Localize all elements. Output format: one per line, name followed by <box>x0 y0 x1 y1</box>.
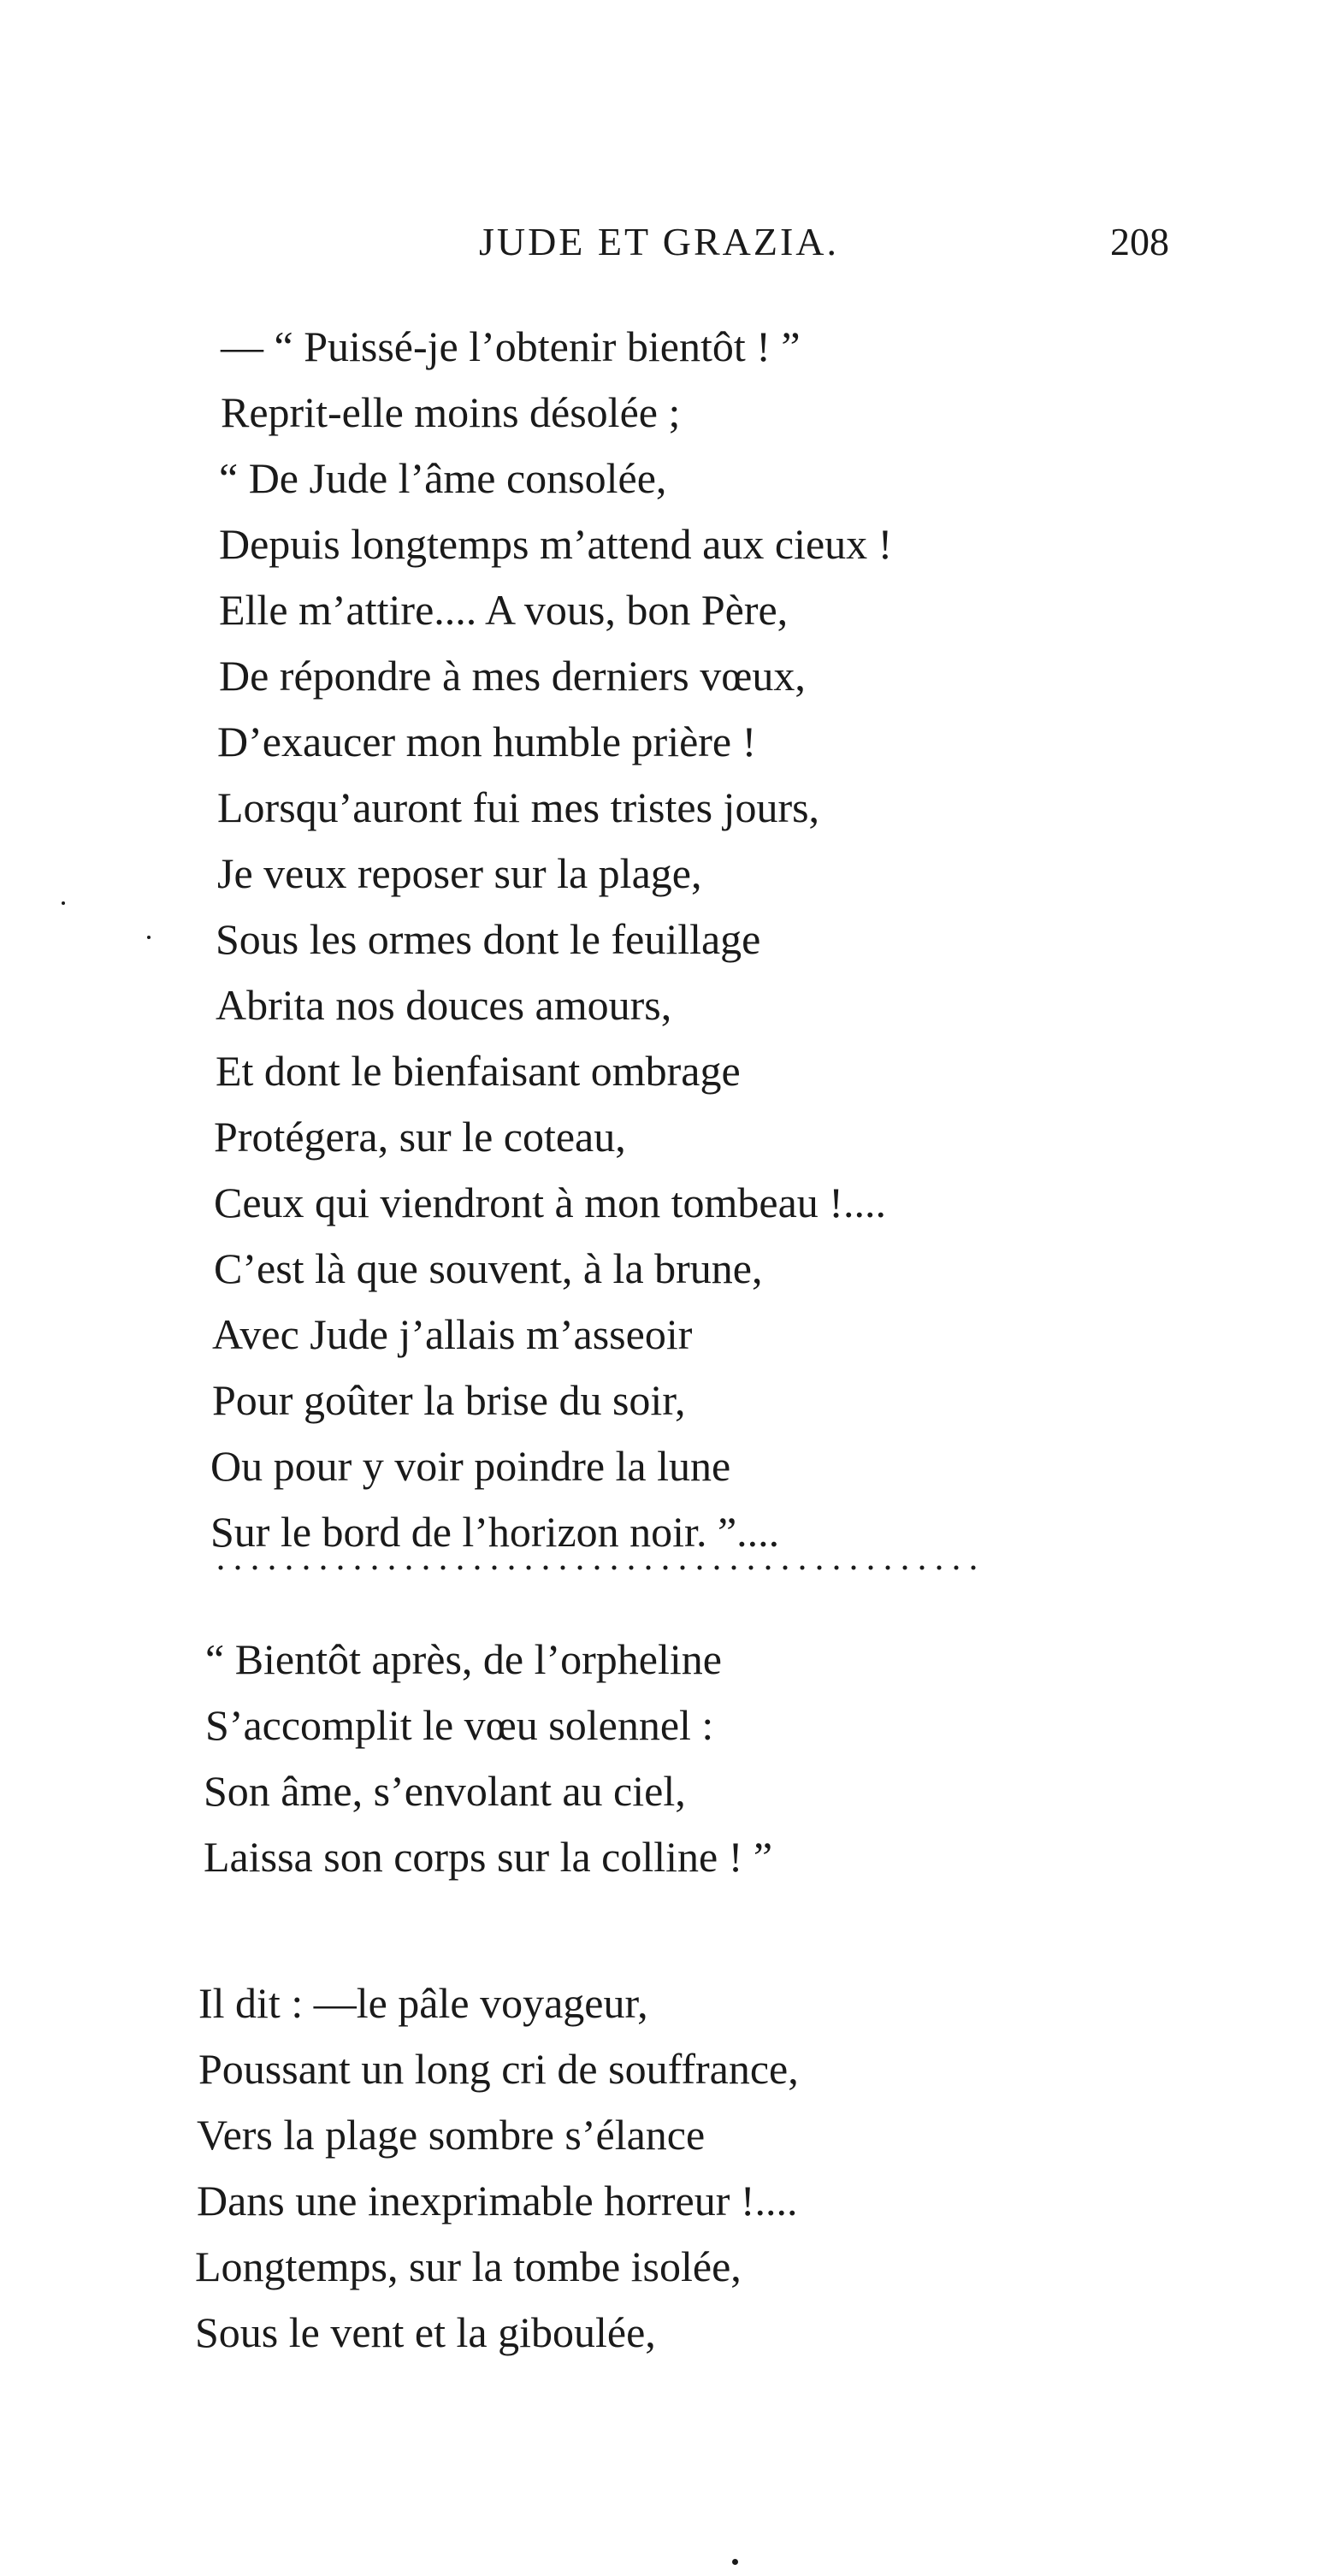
verse-line: Elle m’attire.... A vous, bon Père, <box>219 586 789 634</box>
verse-line: Ou pour y voir poindre la lune <box>210 1442 731 1490</box>
page-number: 208 <box>1110 220 1169 263</box>
verse-line: — “ Puissé-je l’obtenir bientôt ! ” <box>221 322 801 370</box>
verse-line: “ De Jude l’âme consolée, <box>219 454 667 502</box>
print-speck <box>147 936 151 939</box>
verse-line: Pour goûter la brise du soir, <box>212 1376 686 1424</box>
verse-line: Reprit-elle moins désolée ; <box>221 388 681 436</box>
verse-line: Avec Jude j’allais m’asseoir <box>212 1310 693 1358</box>
verse-line: Sur le bord de l’horizon noir. ”.... <box>210 1508 780 1556</box>
verse-line: De répondre à mes derniers vœux, <box>219 652 806 700</box>
running-title: JUDE ET GRAZIA. <box>478 220 840 263</box>
dotted-separator <box>212 1565 982 1570</box>
verse-line: Protégera, sur le coteau, <box>214 1113 626 1161</box>
verse-line: Vers la plage sombre s’élance <box>197 2111 706 2159</box>
print-speck <box>62 901 65 905</box>
print-speck <box>732 2559 738 2565</box>
verse-line: Dans une inexprimable horreur !.... <box>197 2177 798 2224</box>
verse-line: D’exaucer mon humble prière ! <box>217 718 757 765</box>
verse-line: Depuis longtemps m’attend aux cieux ! <box>219 520 893 568</box>
verse-line: Laissa son corps sur la colline ! ” <box>204 1833 773 1881</box>
verse-line: Et dont le bienfaisant ombrage <box>216 1047 741 1095</box>
verse-line: Abrita nos douces amours, <box>216 981 672 1029</box>
verse-line: Lorsqu’auront fui mes tristes jours, <box>217 783 820 831</box>
verse-line: Longtemps, sur la tombe isolée, <box>195 2242 742 2290</box>
verse-line: Poussant un long cri de souffrance, <box>198 2045 799 2093</box>
verse-line: Je veux reposer sur la plage, <box>217 849 702 897</box>
verse-line: Sous le vent et la giboulée, <box>195 2308 656 2356</box>
verse-line: Sous les ormes dont le feuillage <box>216 915 761 963</box>
verse-line: “ Bientôt après, de l’orpheline <box>205 1635 722 1683</box>
verse-line: S’accomplit le vœu solennel : <box>205 1701 714 1749</box>
verse-line: C’est là que souvent, à la brune, <box>214 1244 763 1292</box>
verse-line: Ceux qui viendront à mon tombeau !.... <box>214 1179 886 1226</box>
verse-line: Son âme, s’envolant au ciel, <box>204 1767 686 1815</box>
verse-line: Il dit : —le pâle voyageur, <box>198 1979 648 2027</box>
